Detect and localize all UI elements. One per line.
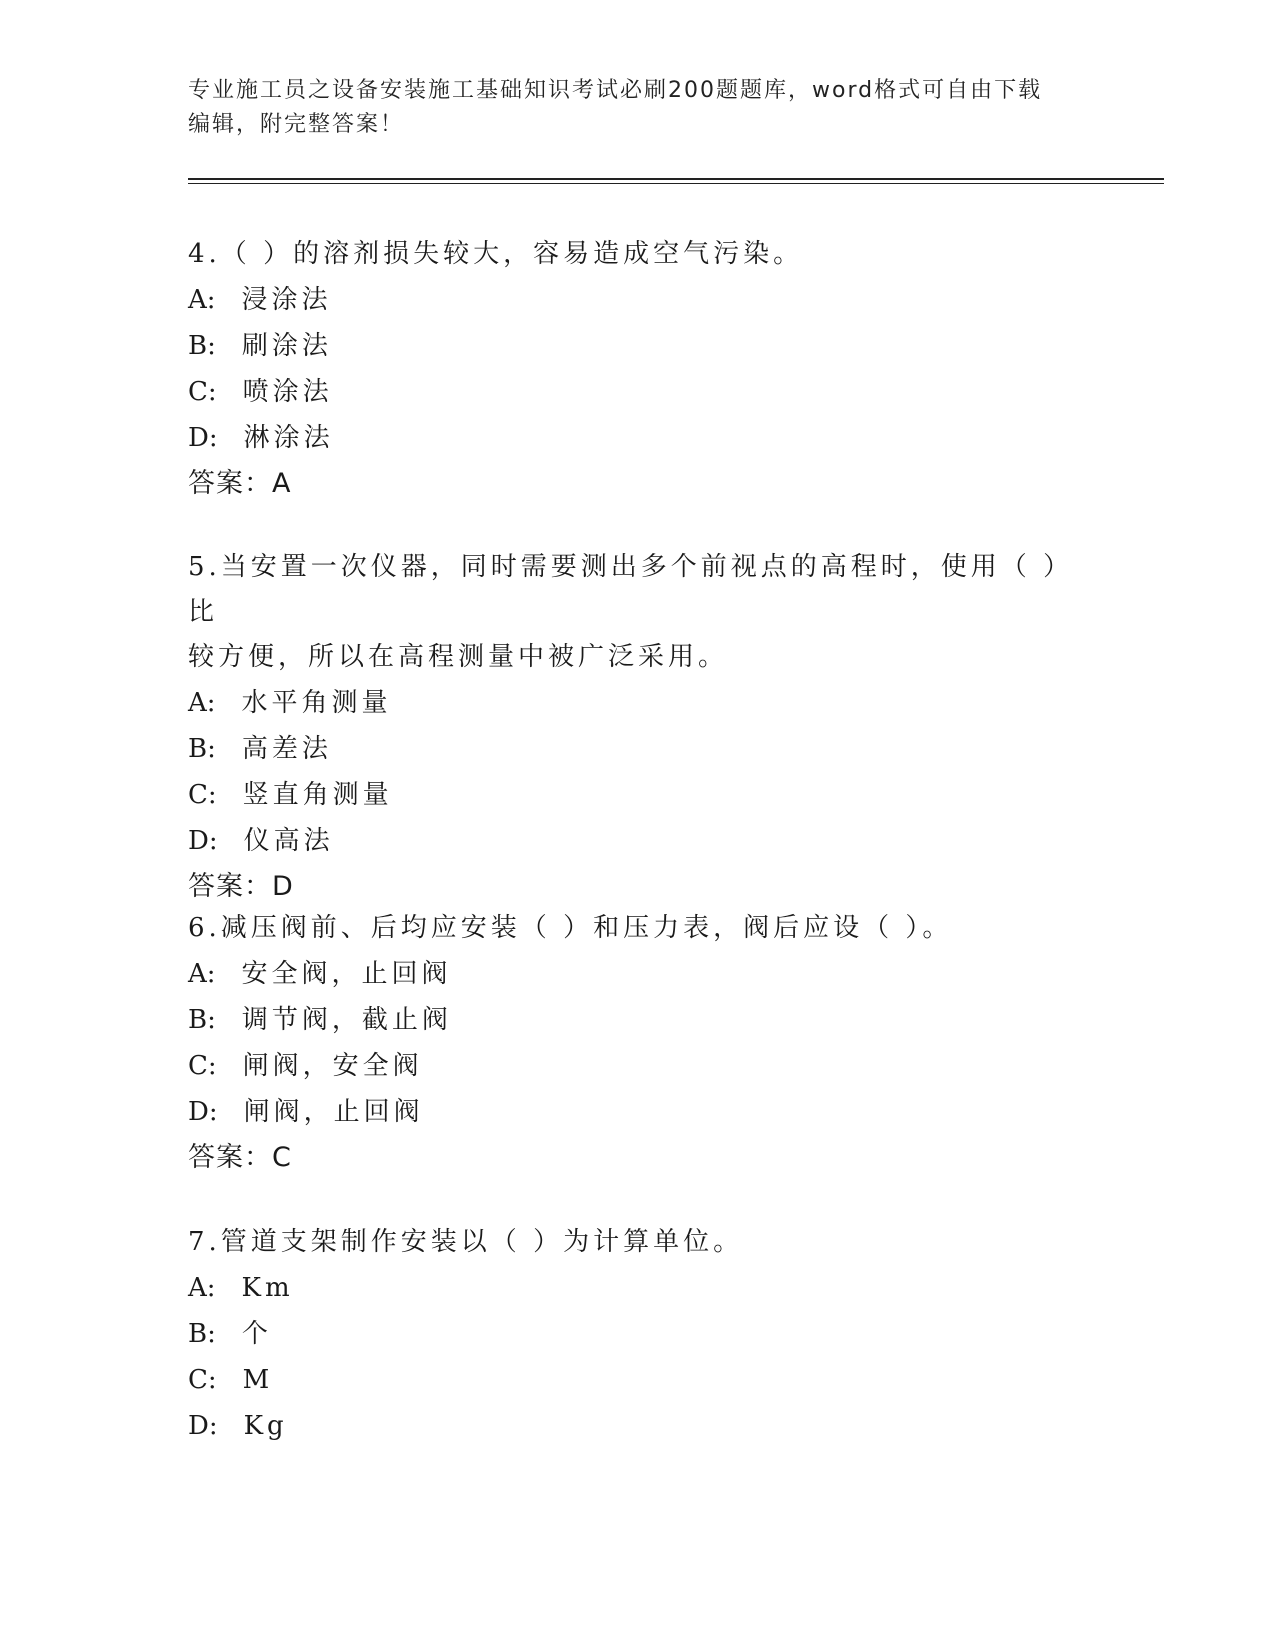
option-text: 个: [241, 1319, 272, 1349]
option-text: 淋涂法: [243, 423, 334, 453]
option-text: 仪高法: [243, 826, 334, 856]
option-text: 高差法: [241, 734, 332, 764]
option-text: Km: [241, 1273, 294, 1303]
option-b: B: 调节阀，截止阀: [188, 1005, 452, 1035]
question-stem: 5.当安置一次仪器，同时需要测出多个前视点的高程时，使用（ ）比: [188, 552, 1074, 627]
question-block: [188, 232, 1088, 507]
option-text: 水平角测量: [241, 688, 392, 718]
option-a: A: 安全阀，止回阀: [188, 959, 452, 989]
header-line-2: 编辑，附完整答案！: [188, 112, 405, 137]
header-divider: [188, 178, 1164, 180]
option-d: D: 闸阀，止回阀: [188, 1097, 424, 1127]
option-text: 竖直角测量: [242, 780, 393, 810]
option-b: B: 刷涂法: [188, 331, 332, 361]
option-d: D: Kg: [188, 1411, 288, 1441]
header-divider-thin: [188, 183, 1164, 184]
option-c: C: M: [188, 1365, 274, 1395]
question-stem: 4.（ ）的溶剂损失较大，容易造成空气污染。: [188, 239, 804, 269]
question-stem-continued: 较方便，所以在高程测量中被广泛采用。: [188, 642, 729, 672]
option-c: C: 竖直角测量: [188, 780, 393, 810]
option-c: C: 闸阀，安全阀: [188, 1051, 423, 1081]
option-text: M: [242, 1365, 274, 1395]
question-stem: 7.管道支架制作安装以（ ）为计算单位。: [188, 1227, 744, 1257]
option-b: B: 个: [188, 1319, 272, 1349]
option-a: A: 水平角测量: [188, 688, 392, 718]
option-text: 喷涂法: [242, 377, 333, 407]
option-b: B: 高差法: [188, 734, 332, 764]
question-block: [188, 1220, 1088, 1449]
question-block: [188, 545, 1088, 910]
option-c: C: 喷涂法: [188, 377, 333, 407]
question-stem: 6.减压阀前、后均应安装（ ）和压力表，阀后应设（ ）。: [188, 913, 953, 943]
document-header: [188, 74, 1068, 142]
option-d: D: 淋涂法: [188, 423, 334, 453]
option-d: D: 仪高法: [188, 826, 334, 856]
option-a: A: Km: [188, 1273, 294, 1303]
answer-line: 答案：C: [188, 1142, 292, 1173]
option-text: Kg: [243, 1411, 288, 1441]
header-line-1: 专业施工员之设备安装施工基础知识考试必刷200题题库，word格式可自由下载: [188, 78, 1043, 103]
option-text: 浸涂法: [241, 285, 332, 315]
option-text: 闸阀，止回阀: [243, 1097, 424, 1127]
option-text: 刷涂法: [241, 331, 332, 361]
option-text: 安全阀，止回阀: [241, 959, 452, 989]
option-text: 闸阀，安全阀: [242, 1051, 423, 1081]
answer-line: 答案：D: [188, 871, 294, 902]
answer-line: 答案：A: [188, 468, 292, 499]
option-text: 调节阀，截止阀: [241, 1005, 452, 1035]
option-a: A: 浸涂法: [188, 285, 332, 315]
question-block: [188, 906, 1088, 1181]
